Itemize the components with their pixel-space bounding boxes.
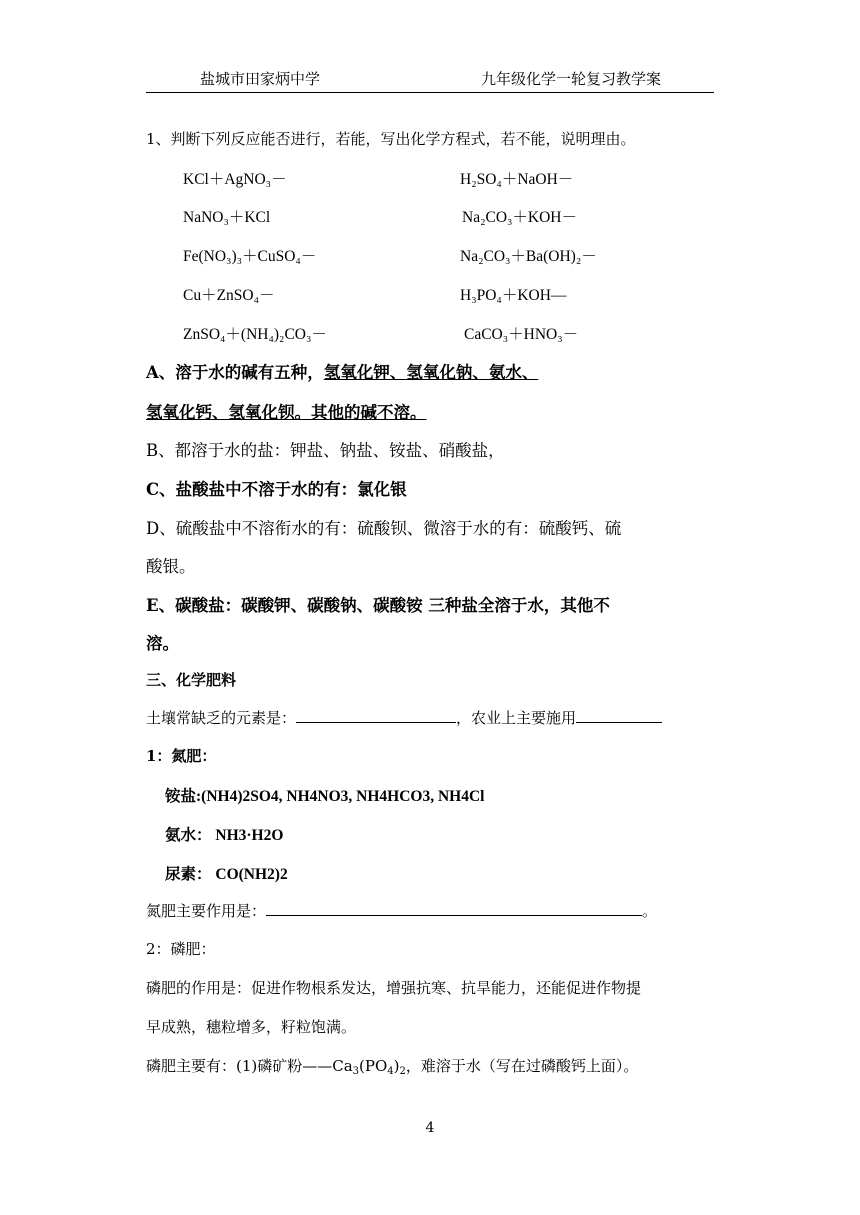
course-title: 九年级化学一轮复习教学案 — [481, 70, 662, 88]
section-3-title: 三、化学肥料 — [146, 671, 237, 689]
subscript-2: 2 — [399, 1066, 406, 1077]
rule-d-line2: 酸银。 — [146, 557, 196, 576]
rule-a-bases-1: 氢氧化钾、氢氧化钠、氨水、 — [323, 363, 539, 382]
nitrogen-role-period: 。 — [642, 902, 658, 920]
rule-a-line1 — [146, 359, 538, 383]
nitrogen-role-label: 氮肥主要作用是： — [146, 902, 267, 920]
phosphate-fertilizer-title: 2：磷肥： — [146, 940, 216, 958]
formula-po: (PO — [359, 1057, 388, 1075]
ammonia-water: 氨水： NH3·H2O — [165, 827, 284, 844]
phosphate-types-label: 磷肥主要有：(1)磷矿粉——Ca — [146, 1057, 353, 1075]
formula-close: ) — [393, 1057, 400, 1075]
phosphate-role-line2: 早成熟，穗粒增多，籽粒饱满。 — [146, 1018, 357, 1036]
fertilizer-label: ，农业上主要施用 — [456, 709, 577, 727]
equation-3b: Na₂CO₃＋Ba(OH)₂－ — [460, 248, 597, 265]
rule-a-intro: A、溶于水的碱有五种， — [146, 363, 324, 382]
page-number: 4 — [425, 1120, 435, 1136]
equation-4b: H₃PO₄＋KOH— — [460, 287, 567, 304]
equation-1a: KCl＋AgNO₃－ — [183, 171, 287, 188]
soil-elements-line — [146, 707, 662, 728]
ammonium-salts: 铵盐:(NH4)2SO4, NH4NO3, NH4HCO3, NH4Cl — [165, 788, 485, 805]
phosphate-types-line — [146, 1055, 638, 1077]
equation-5a: ZnSO₄＋(NH₄)₂CO₃－ — [183, 326, 327, 343]
rule-e-line2: 溶。 — [146, 634, 179, 653]
equation-1b: H₂SO₄＋NaOH－ — [460, 171, 574, 188]
nitrogen-fertilizer-title: 1：氮肥： — [146, 747, 217, 765]
equation-5b: CaCO₃＋HNO₃－ — [464, 326, 579, 343]
soil-elements-label: 土壤常缺乏的元素是： — [146, 709, 297, 727]
equation-4a: Cu＋ZnSO₄－ — [183, 287, 275, 304]
soil-elements-blank[interactable] — [296, 707, 456, 723]
nitrogen-role-line — [146, 900, 657, 921]
subscript-4: 4 — [387, 1066, 394, 1077]
equation-3a: Fe(NO₃)₃＋CuSO₄－ — [183, 248, 317, 265]
subscript-3: 3 — [352, 1066, 360, 1077]
rule-c: C、盐酸盐中不溶于水的有：氯化银 — [146, 480, 407, 499]
urea: 尿素： CO(NH2)2 — [165, 866, 288, 883]
page-header — [146, 68, 714, 93]
phosphate-role-line1: 磷肥的作用是：促进作物根系发达，增强抗寒、抗旱能力，还能促进作物提 — [146, 979, 642, 997]
school-name: 盐城市田家炳中学 — [200, 70, 321, 88]
rule-d-line1: D、硫酸盐中不溶衔水的有：硫酸钡、微溶于水的有：硫酸钙、硫 — [146, 519, 622, 538]
question-1-prompt: 1、判断下列反应能否进行，若能，写出化学方程式，若不能，说明理由。 — [146, 130, 636, 148]
rule-b: B、都溶于水的盐：钾盐、钠盐、铵盐、硝酸盐， — [146, 441, 505, 460]
rule-a-line2: 氢氧化钙、氢氧化钡。其他的碱不溶。 — [146, 403, 427, 422]
nitrogen-role-blank[interactable] — [266, 900, 642, 916]
equation-2b: Na₂CO₃＋KOH－ — [462, 209, 577, 226]
equation-2a: NaNO₃＋KCl — [183, 209, 271, 226]
phosphate-types-note: ，难溶于水（写在过磷酸钙上面）。 — [405, 1057, 639, 1075]
fertilizer-blank[interactable] — [576, 707, 662, 723]
rule-e-line1: E、碳酸盐：碳酸钾、碳酸钠、碳酸铵 三种盐全溶于水，其他不 — [146, 596, 610, 615]
